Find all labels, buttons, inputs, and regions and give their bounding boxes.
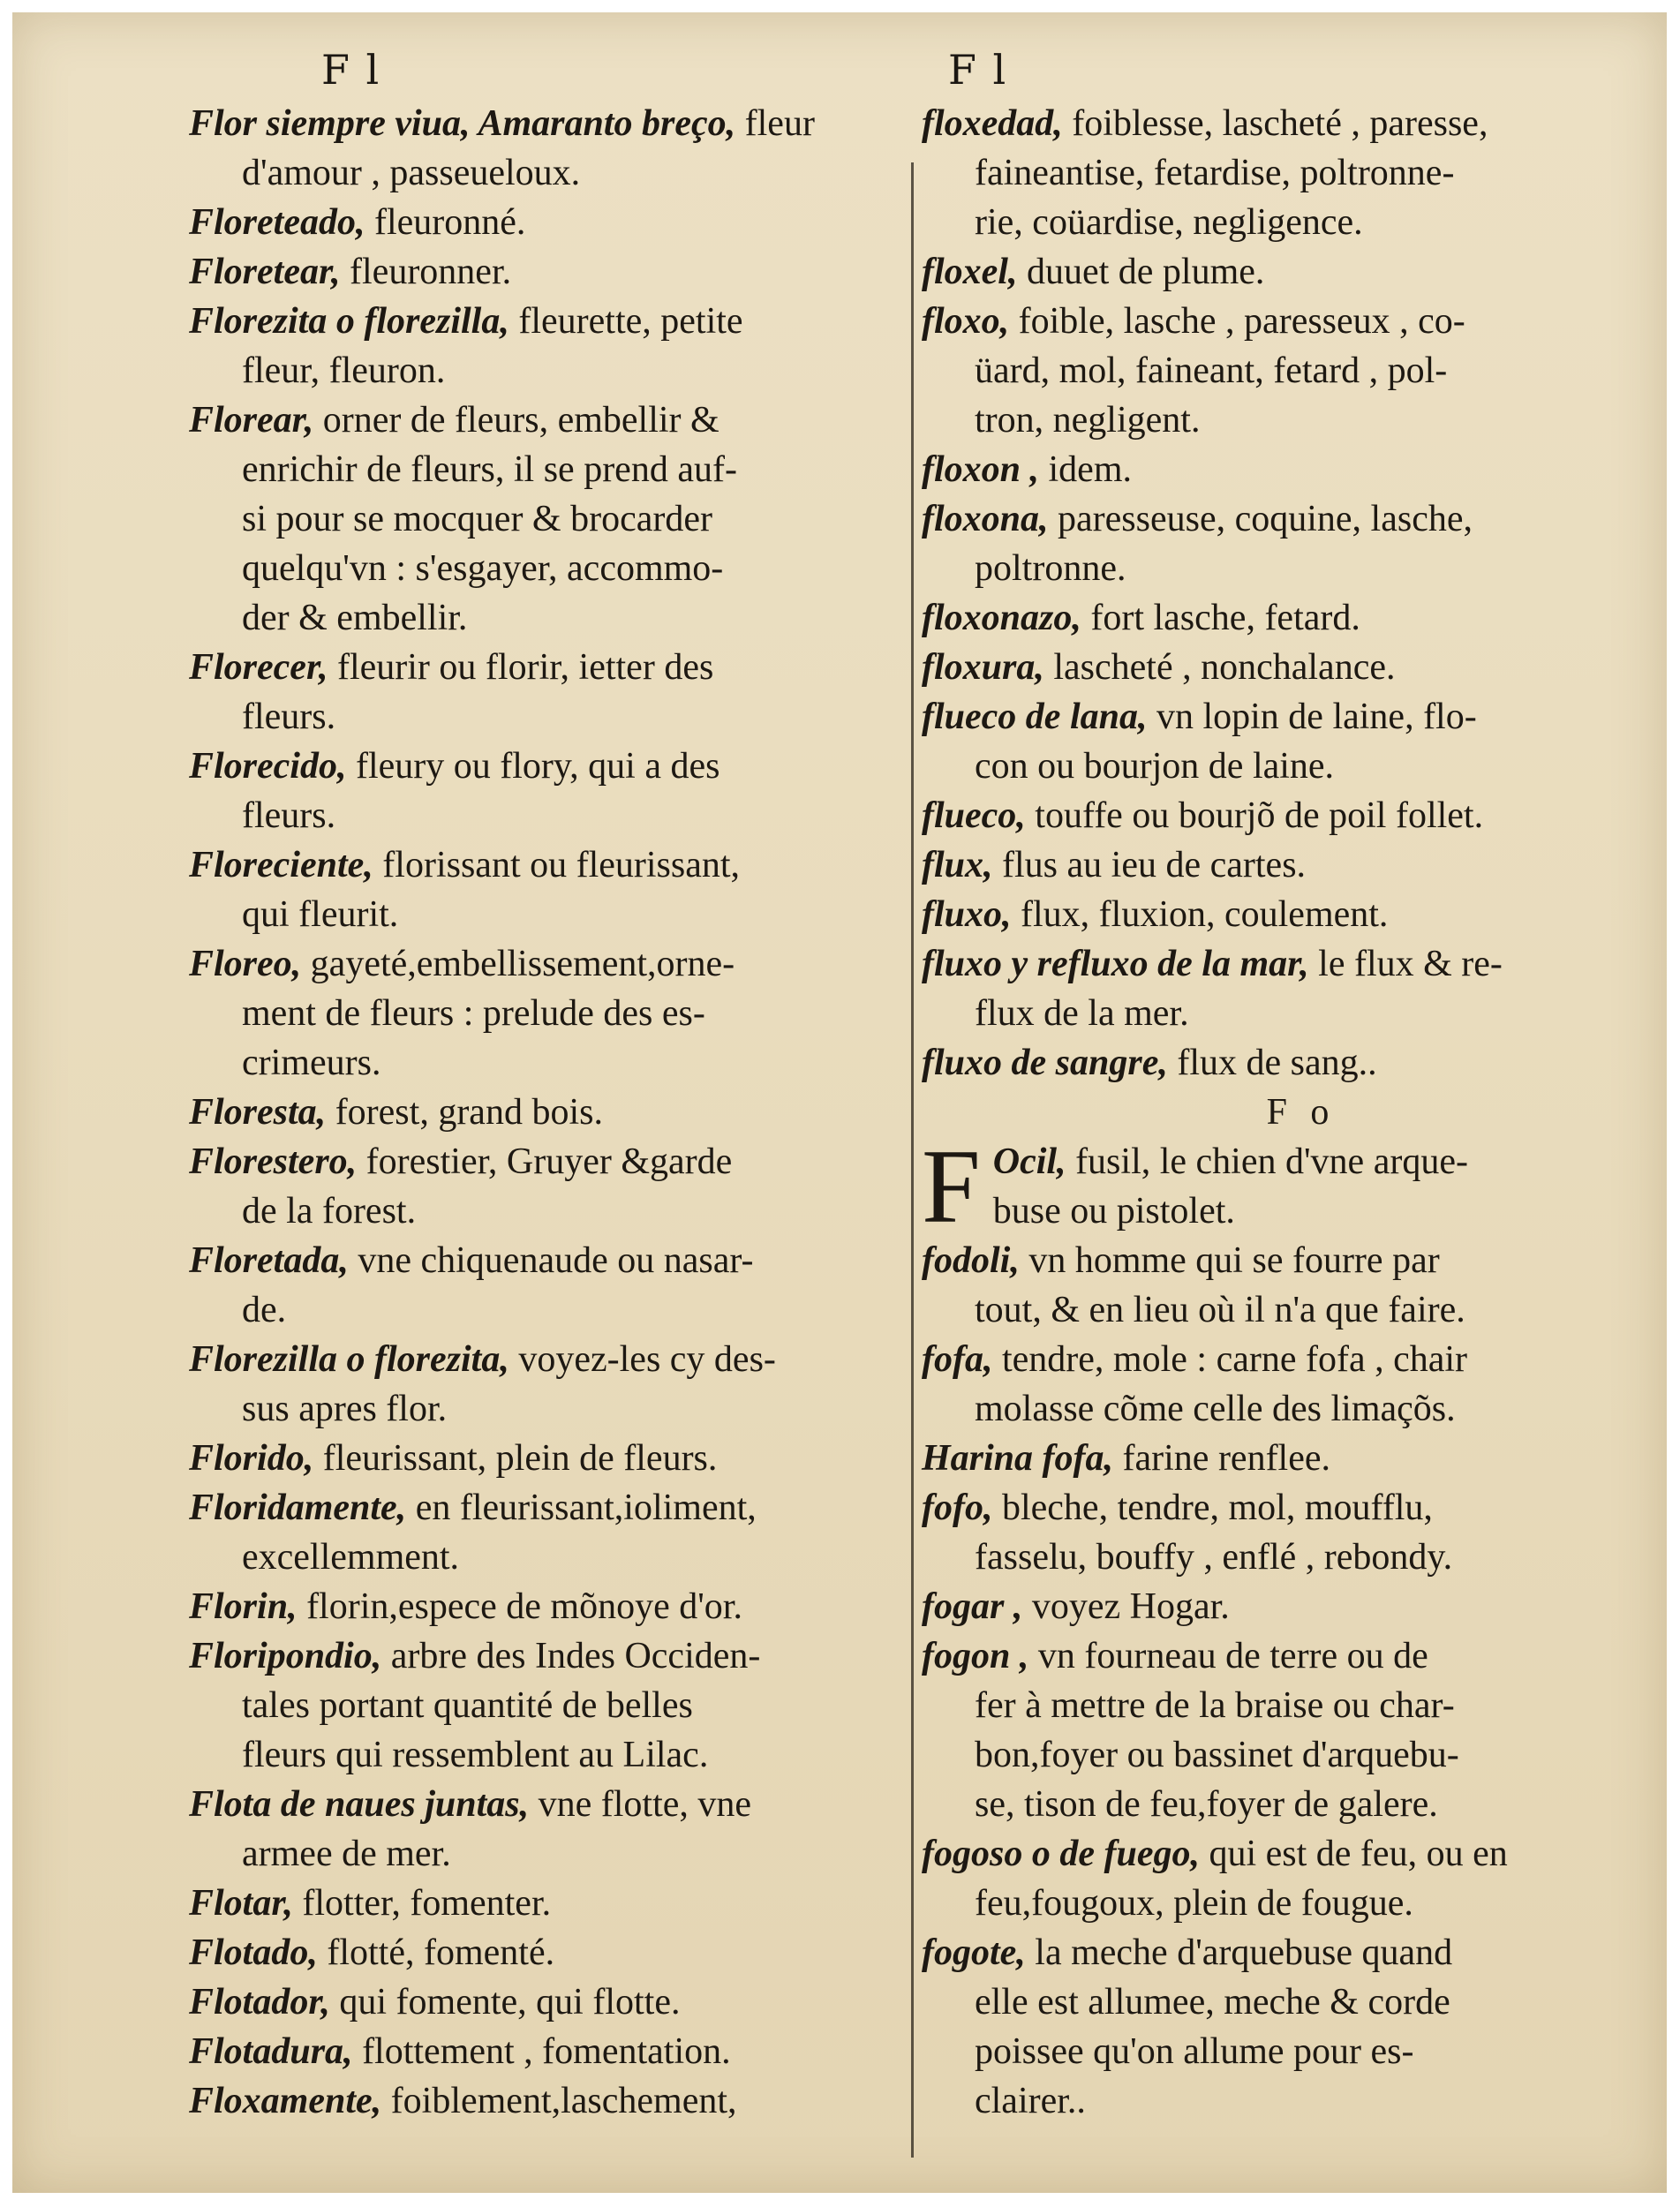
entry-first-line <box>922 1483 1646 1533</box>
dictionary-entry <box>189 99 895 198</box>
entry-headword: floxura, <box>922 647 1044 688</box>
entry-continuation: se, tison de feu,foyer de galere. <box>975 1784 1438 1825</box>
dictionary-entry <box>922 939 1646 1038</box>
dictionary-entry <box>189 1631 895 1780</box>
entry-headword: fofo, <box>922 1488 993 1528</box>
entry-first-line <box>189 939 895 989</box>
dictionary-entry <box>922 791 1646 840</box>
entry-headword: Floresta, <box>189 1092 327 1133</box>
entry-first-line <box>189 643 895 692</box>
entry-continuation: tales portant quantité de belles <box>242 1685 693 1726</box>
dictionary-entry <box>189 1137 895 1236</box>
entry-first-line <box>189 2027 895 2076</box>
dictionary-entry <box>922 494 1646 593</box>
running-head-left: F l <box>321 46 381 94</box>
dictionary-entry <box>189 840 895 939</box>
entry-first-line <box>189 395 895 445</box>
entry-first-line <box>189 247 895 297</box>
entry-definition: vne flotte, vne <box>538 1784 752 1825</box>
entry-continuation: der & embellir. <box>242 598 468 638</box>
entry-first-line <box>189 1434 895 1483</box>
dictionary-entry <box>189 198 895 247</box>
entry-continuation: con ou bourjon de laine. <box>975 746 1335 787</box>
dictionary-entry <box>189 2027 895 2076</box>
entry-continuation: üard, mol, faineant, fetard , pol- <box>975 350 1448 391</box>
dictionary-entry <box>189 1335 895 1434</box>
entry-first-line <box>922 1928 1646 1977</box>
entry-definition: orner de fleurs, embellir & <box>322 400 719 441</box>
entry-first-line <box>189 1631 895 1681</box>
entry-first-line <box>922 1335 1646 1384</box>
entry-definition: fleurissant, plein de fleurs. <box>322 1438 718 1479</box>
entry-continuation: poltronne. <box>975 548 1126 589</box>
entry-headword: Floxamente, <box>189 2081 382 2121</box>
entry-continuation: fasselu, bouffy , enflé , rebondy. <box>975 1537 1453 1578</box>
entry-headword: Florestero, <box>189 1141 358 1182</box>
entry-headword: Flotar, <box>189 1883 293 1924</box>
entry-first-line <box>189 2076 895 2126</box>
dictionary-entry <box>189 395 895 643</box>
entry-headword: Harina fofa, <box>922 1438 1114 1479</box>
entry-continuation: rie, coüardise, negligence. <box>975 202 1363 243</box>
entry-definition: flotter, fomenter. <box>302 1883 552 1924</box>
dictionary-entry <box>922 1928 1646 2126</box>
entry-continuation: fleurs. <box>242 697 336 737</box>
entry-continuation: elle est allumee, meche & corde <box>975 1982 1450 2022</box>
entry-continuation: ment de fleurs : prelude des es- <box>242 993 705 1034</box>
dictionary-entry <box>922 99 1646 247</box>
entry-definition: vne chiquenaude ou nasar- <box>358 1240 754 1281</box>
entry-first-line <box>189 1137 895 1186</box>
entry-continuation: molasse cõme celle des limaçõs. <box>975 1389 1456 1429</box>
entry-headword: fluxo y refluxo de la mar, <box>922 944 1309 984</box>
entry-definition: foiblement,laschement, <box>390 2081 737 2121</box>
entry-headword: Floripondio, <box>189 1636 382 1676</box>
entry-first-line <box>922 1582 1646 1631</box>
entry-definition: foible, lasche , paresseux , co- <box>1018 301 1465 342</box>
dictionary-entry <box>922 593 1646 643</box>
entry-headword: Florezita o florezilla, <box>189 301 509 342</box>
entry-headword: Florecido, <box>189 746 347 787</box>
entry-headword: floxon , <box>922 449 1040 490</box>
dictionary-entry <box>922 247 1646 297</box>
dictionary-entry <box>189 1434 895 1483</box>
dictionary-entry <box>922 1335 1646 1434</box>
dictionary-entry <box>189 247 895 297</box>
dictionary-entry <box>922 643 1646 692</box>
entry-headword: Florin, <box>189 1586 298 1627</box>
entry-definition: forest, grand bois. <box>335 1092 603 1133</box>
left-column <box>189 99 895 2126</box>
entry-definition: flotté, fomenté. <box>327 1932 555 1973</box>
entry-first-line <box>189 1928 895 1977</box>
column-divider <box>911 162 914 2158</box>
entry-continuation: qui fleurit. <box>242 894 399 935</box>
entry-headword: Florecer, <box>189 647 328 688</box>
entry-first-line <box>189 742 895 791</box>
entry-first-line <box>922 445 1646 494</box>
dictionary-entry <box>922 1829 1646 1928</box>
entry-headword: Floreteado, <box>189 202 365 243</box>
entry-first-line <box>922 1631 1646 1681</box>
entry-continuation: de la forest. <box>242 1191 417 1232</box>
entry-definition: fleuronner. <box>350 252 512 292</box>
dictionary-entry <box>189 297 895 395</box>
entry-continuation: tout, & en lieu où il n'a que faire. <box>975 1290 1465 1330</box>
entry-first-line <box>189 1483 895 1533</box>
entry-continuation: tron, negligent. <box>975 400 1201 441</box>
entry-definition: arbre des Indes Occiden- <box>390 1636 761 1676</box>
dictionary-entry <box>189 1088 895 1137</box>
dictionary-entry <box>189 1236 895 1335</box>
entry-first-line <box>922 1829 1646 1879</box>
entry-headword: flueco de lana, <box>922 697 1148 737</box>
entry-first-line <box>922 99 1646 148</box>
entry-headword: Floretear, <box>189 252 341 292</box>
entry-headword: floxo, <box>922 301 1010 342</box>
entry-definition: fleurir ou florir, ietter des <box>336 647 714 688</box>
entry-headword: Florear, <box>189 400 314 441</box>
entry-definition: voyez-les cy des- <box>518 1339 776 1380</box>
entry-first-line <box>189 1582 895 1631</box>
entry-continuation: fer à mettre de la braise ou char- <box>975 1685 1455 1726</box>
entry-first-line <box>189 1335 895 1384</box>
dropcap-line-1: fusil, le chien d'vne arque- <box>1075 1141 1468 1182</box>
dictionary-entry <box>189 1582 895 1631</box>
entry-continuation: feu,fougoux, plein de fougue. <box>975 1883 1413 1924</box>
entry-definition: foiblesse, lascheté , paresse, <box>1072 103 1488 144</box>
entry-headword: Floretada, <box>189 1240 349 1281</box>
entry-headword: floxonazo, <box>922 598 1081 638</box>
entry-definition: flottement , fomentation. <box>362 2031 731 2072</box>
entry-definition: fleurette, petite <box>518 301 743 342</box>
dictionary-entry <box>922 1631 1646 1829</box>
entry-headword: floxedad, <box>922 103 1063 144</box>
dictionary-entry <box>189 2076 895 2126</box>
dictionary-entry <box>922 1582 1646 1631</box>
entry-headword: Florido, <box>189 1438 314 1479</box>
entry-headword: Flotadura, <box>189 2031 353 2072</box>
entry-definition: florissant ou fleurissant, <box>382 845 741 885</box>
entry-definition: vn homme qui se fourre par <box>1028 1240 1440 1281</box>
entry-definition: farine renflee. <box>1122 1438 1331 1479</box>
entry-headword: fogoso o de fuego, <box>922 1834 1200 1874</box>
entry-headword: flux, <box>922 845 993 885</box>
entry-headword: floxona, <box>922 499 1049 539</box>
dropcap-first-line <box>922 1137 1646 1186</box>
entry-continuation: enrichir de fleurs, il se prend auf- <box>242 449 737 490</box>
entry-headword: floxel, <box>922 252 1018 292</box>
entry-headword: Floridamente, <box>189 1488 407 1528</box>
entry-continuation: fleur, fleuron. <box>242 350 446 391</box>
entry-definition: la meche d'arquebuse quand <box>1035 1932 1453 1973</box>
dropcap-headword: Ocil, <box>992 1141 1066 1182</box>
entry-definition: vn fourneau de terre ou de <box>1037 1636 1428 1676</box>
entry-definition: lascheté , nonchalance. <box>1053 647 1396 688</box>
entry-first-line <box>189 840 895 890</box>
entry-continuation: sus apres flor. <box>242 1389 448 1429</box>
dictionary-entry <box>922 840 1646 890</box>
entry-definition: forestier, Gruyer &garde <box>365 1141 733 1182</box>
dictionary-entry <box>922 1434 1646 1483</box>
entry-continuation: poissee qu'on allume pour es- <box>975 2031 1414 2072</box>
dictionary-entry <box>922 445 1646 494</box>
entry-first-line <box>922 247 1646 297</box>
entry-definition: fort lasche, fetard. <box>1090 598 1360 638</box>
entry-headword: fogar , <box>922 1586 1023 1627</box>
entry-definition: vn lopin de laine, flo- <box>1156 697 1477 737</box>
entry-continuation: armee de mer. <box>242 1834 451 1874</box>
entry-definition: flux, fluxion, coulement. <box>1021 894 1389 935</box>
entry-first-line <box>189 99 895 148</box>
dictionary-entry <box>922 692 1646 791</box>
entry-headword: flueco, <box>922 795 1026 836</box>
entry-first-line <box>922 692 1646 742</box>
entry-first-line <box>922 1038 1646 1088</box>
entry-definition: tendre, mole : carne fofa , chair <box>1001 1339 1468 1380</box>
entry-first-line <box>922 890 1646 939</box>
dropcap-entry <box>922 1127 1646 1245</box>
entry-continuation: flux de la mer. <box>975 993 1189 1034</box>
entry-continuation: crimeurs. <box>242 1043 381 1083</box>
entry-definition: fleury ou flory, qui a des <box>355 746 720 787</box>
dictionary-entry <box>189 1483 895 1582</box>
dictionary-entry <box>189 1780 895 1879</box>
entry-first-line <box>189 1879 895 1928</box>
entry-definition: bleche, tendre, mol, moufflu, <box>1001 1488 1433 1528</box>
entry-headword: Flotador, <box>189 1982 330 2022</box>
entry-definition: gayeté,embellissement,orne- <box>310 944 735 984</box>
entry-continuation: bon,foyer ou bassinet d'arquebu- <box>975 1735 1459 1775</box>
entry-continuation: fleurs. <box>242 795 336 836</box>
right-column <box>922 99 1646 2126</box>
entry-definition: paresseuse, coquine, lasche, <box>1058 499 1473 539</box>
entry-continuation: de. <box>242 1290 287 1330</box>
entry-headword: Flotado, <box>189 1932 318 1973</box>
entry-definition: florin,espece de mõnoye d'or. <box>306 1586 742 1627</box>
dictionary-entry <box>189 939 895 1088</box>
entry-first-line <box>922 1434 1646 1483</box>
entry-continuation: excellemment. <box>242 1537 460 1578</box>
entry-first-line <box>922 1236 1646 1285</box>
right-entries-fl <box>922 99 1646 1088</box>
entry-first-line <box>922 297 1646 346</box>
entry-first-line <box>189 297 895 346</box>
entry-continuation: si pour se mocquer & brocarder <box>242 499 712 539</box>
dropcap-line-2: buse ou pistolet. <box>992 1191 1235 1232</box>
entry-first-line <box>922 593 1646 643</box>
entry-headword: Florezilla o florezita, <box>189 1339 509 1380</box>
entry-first-line <box>922 840 1646 890</box>
entry-definition: en fleurissant,ioliment, <box>415 1488 757 1528</box>
entry-definition: flus au ieu de cartes. <box>1002 845 1307 885</box>
entry-continuation: fleurs qui ressemblent au Lilac. <box>242 1735 709 1775</box>
entry-first-line <box>922 939 1646 989</box>
dictionary-entry <box>922 297 1646 445</box>
entry-continuation: quelqu'vn : s'esgayer, accommo- <box>242 548 724 589</box>
dictionary-entry <box>189 1977 895 2027</box>
entry-first-line <box>922 643 1646 692</box>
section-heading: F o <box>1266 1092 1337 1133</box>
entry-headword: Floreciente, <box>189 845 373 885</box>
entry-first-line <box>189 1088 895 1137</box>
right-entries-fo <box>922 1236 1646 2126</box>
entry-headword: fogote, <box>922 1932 1026 1973</box>
entry-definition: touffe ou bourjõ de poil follet. <box>1035 795 1484 836</box>
entry-definition: voyez Hogar. <box>1031 1586 1230 1627</box>
dictionary-entry <box>189 742 895 840</box>
entry-definition: duuet de plume. <box>1026 252 1265 292</box>
entry-definition: fleur <box>744 103 815 144</box>
entry-continuation: clairer.. <box>975 2081 1086 2121</box>
entry-first-line <box>189 1977 895 2027</box>
entry-continuation: d'amour , passeueloux. <box>242 153 581 193</box>
entry-definition: idem. <box>1048 449 1132 490</box>
dictionary-entry <box>189 1879 895 1928</box>
entry-first-line <box>189 1780 895 1829</box>
running-head-right: F l <box>948 46 1008 94</box>
dictionary-entry <box>922 1038 1646 1088</box>
entry-definition: qui est de feu, ou en <box>1209 1834 1508 1874</box>
entry-headword: Flor siempre viua, Amaranto breço, <box>189 103 736 144</box>
entry-definition: le flux & re- <box>1318 944 1503 984</box>
book-page <box>12 12 1667 2193</box>
entry-first-line <box>189 198 895 247</box>
entry-headword: fofa, <box>922 1339 993 1380</box>
entry-definition: qui fomente, qui flotte. <box>339 1982 681 2022</box>
entry-headword: fluxo, <box>922 894 1012 935</box>
entry-definition: fleuronné. <box>373 202 526 243</box>
entry-headword: fodoli, <box>922 1240 1020 1281</box>
entry-first-line <box>189 1236 895 1285</box>
entry-first-line <box>922 791 1646 840</box>
dropcap-letter: F <box>922 1127 981 1245</box>
entry-continuation: faineantise, fetardise, poltronne- <box>975 153 1455 193</box>
entry-headword: Floreo, <box>189 944 302 984</box>
entry-headword: fogon , <box>922 1636 1029 1676</box>
dictionary-entry <box>922 890 1646 939</box>
dictionary-entry <box>922 1236 1646 1335</box>
entry-definition: flux de sang.. <box>1177 1043 1377 1083</box>
entry-headword: Flota de naues juntas, <box>189 1784 530 1825</box>
dictionary-entry <box>189 1928 895 1977</box>
entry-first-line <box>922 494 1646 544</box>
entry-headword: fluxo de sangre, <box>922 1043 1168 1083</box>
dictionary-entry <box>189 643 895 742</box>
dictionary-entry <box>922 1483 1646 1582</box>
